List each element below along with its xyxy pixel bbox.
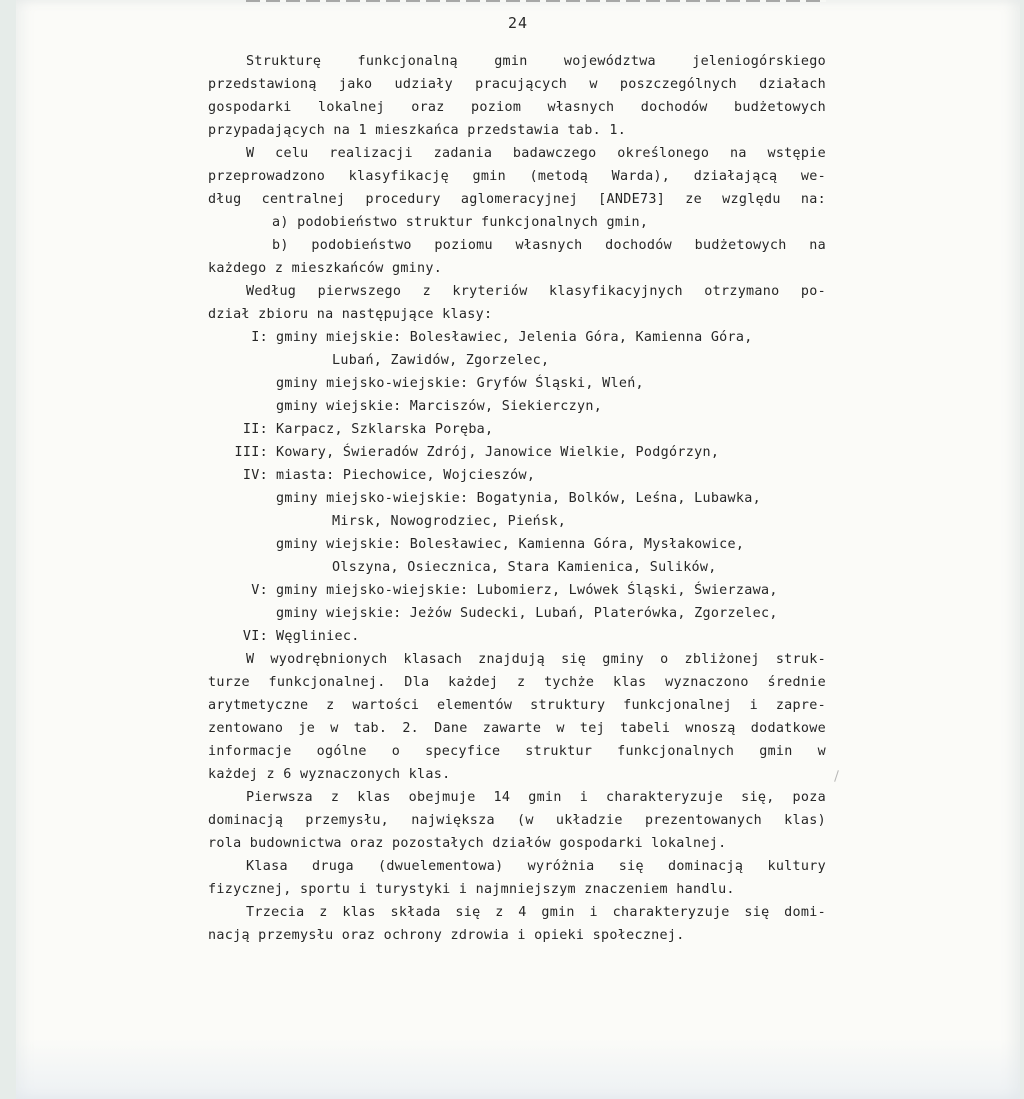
- text-line: dział zbioru na następujące klasy:: [208, 307, 493, 322]
- text-line: Trzecia z klas składa się z 4 gmin i charakteryzuje się domi-: [246, 905, 826, 920]
- text-line: zentowano je w tab. 2. Dane zawarte w tej tabeli wnoszą dodatkowe: [208, 721, 826, 736]
- class-label: III:: [234, 445, 268, 460]
- page-number: 24: [507, 14, 529, 32]
- text-line: W wyodrębnionych klasach znajdują się gminy o zbliżonej struk-: [246, 652, 826, 667]
- class-text: Węgliniec.: [276, 629, 360, 644]
- class-label: V:: [251, 583, 268, 598]
- class-text: Lubań, Zawidów, Zgorzelec,: [332, 353, 550, 368]
- class-label: [208, 349, 276, 372]
- class-text: gminy wiejskie: Marciszów, Siekierczyn,: [276, 399, 603, 414]
- text-line: przeprowadzono klasyfikację gmin (metodą Warda), działającą we-: [208, 169, 826, 184]
- class-entry: [208, 418, 826, 441]
- class-text: Karpacz, Szklarska Poręba,: [276, 422, 494, 437]
- text-line: rola budownictwa oraz pozostałych działów gospodarki lokalnej.: [208, 836, 727, 851]
- text-line: każdej z 6 wyznaczonych klas.: [208, 767, 451, 782]
- class-entry: [208, 556, 826, 579]
- text-line: przedstawioną jako udziały pracujących w poszczególnych działach: [208, 77, 826, 92]
- scan-artifact: [246, 0, 826, 2]
- text-line: dług centralnej procedury aglomeracyjnej [ANDE73] ze względu na:: [208, 192, 826, 207]
- class-entry: [208, 395, 826, 418]
- class-text: gminy wiejskie: Bolesławiec, Kamienna Góra, Mysłakowice,: [276, 537, 745, 552]
- class-text: miasta: Piechowice, Wojcieszów,: [276, 468, 536, 483]
- class-label: I:: [251, 330, 268, 345]
- document-body: [208, 50, 826, 947]
- text-line: W celu realizacji zadania badawczego określonego na wstępie: [246, 146, 826, 161]
- text-line: każdego z mieszkańców gminy.: [208, 261, 443, 276]
- class-list: [208, 326, 826, 648]
- text-line: Pierwsza z klas obejmuje 14 gmin i charakteryzuje się, poza: [246, 790, 826, 805]
- class-entry: [208, 579, 826, 602]
- class-label: [208, 602, 276, 625]
- class-label: [208, 533, 276, 556]
- class-entry: [208, 326, 826, 349]
- scan-mark: [834, 770, 839, 782]
- class-label: [208, 395, 276, 418]
- class-text: Kowary, Świeradów Zdrój, Janowice Wielkie, Podgórzyn,: [276, 445, 720, 460]
- class-text: gminy wiejskie: Jeżów Sudecki, Lubań, Platerówka, Zgorzelec,: [276, 606, 778, 621]
- paragraphs-intro: [208, 50, 826, 326]
- class-label: II:: [242, 422, 268, 437]
- class-text: gminy miejsko-wiejskie: Gryfów Śląski, Wleń,: [276, 376, 644, 391]
- text-line: gospodarki lokalnej oraz poziom własnych dochodów budżetowych: [208, 100, 826, 115]
- class-entry: [208, 602, 826, 625]
- class-entry: [208, 510, 826, 533]
- text-line: nacją przemysłu oraz ochrony zdrowia i opieki społecznej.: [208, 928, 685, 943]
- paragraphs-discussion: [208, 648, 826, 947]
- text-line: Klasa druga (dwuelementowa) wyróżnia się dominacją kultury: [246, 859, 826, 874]
- text-line: informacje ogólne o specyfice struktur funkcjonalnych gmin w: [208, 744, 826, 759]
- class-entry: [208, 441, 826, 464]
- class-label: [208, 487, 276, 510]
- class-entry: [208, 349, 826, 372]
- class-label: [208, 372, 276, 395]
- class-text: gminy miejsko-wiejskie: Lubomierz, Lwówek Śląski, Świerzawa,: [276, 583, 778, 598]
- class-entry: [208, 372, 826, 395]
- class-text: Mirsk, Nowogrodziec, Pieńsk,: [332, 514, 567, 529]
- text-line: fizycznej, sportu i turystyki i najmniejszym znaczeniem handlu.: [208, 882, 735, 897]
- class-entry: [208, 464, 826, 487]
- class-entry: [208, 533, 826, 556]
- text-line: Według pierwszego z kryteriów klasyfikacyjnych otrzymano po-: [246, 284, 826, 299]
- class-text: gminy miejskie: Bolesławiec, Jelenia Góra, Kamienna Góra,: [276, 330, 753, 345]
- text-line: turze funkcjonalnej. Dla każdej z tychże klas wyznaczono średnie: [208, 675, 826, 690]
- class-entry: [208, 487, 826, 510]
- text-line: Strukturę funkcjonalną gmin województwa jeleniogórskiego: [246, 54, 826, 69]
- text-line: arytmetyczne z wartości elementów struktury funkcjonalnej i zapre-: [208, 698, 826, 713]
- class-label: [208, 510, 276, 533]
- class-entry: [208, 625, 826, 648]
- class-text: Olszyna, Osiecznica, Stara Kamienica, Sulików,: [332, 560, 717, 575]
- text-line: a) podobieństwo struktur funkcjonalnych gmin,: [272, 215, 649, 230]
- text-line: przypadających na 1 mieszkańca przedstawia tab. 1.: [208, 123, 627, 138]
- class-label: [208, 556, 276, 579]
- text-line: dominacją przemysłu, największa (w układzie prezentowanych klas): [208, 813, 826, 828]
- class-text: gminy miejsko-wiejskie: Bogatynia, Bolków, Leśna, Lubawka,: [276, 491, 761, 506]
- document-page: [16, 0, 1020, 1099]
- class-label: VI:: [242, 629, 268, 644]
- text-line: b) podobieństwo poziomu własnych dochodów budżetowych na: [272, 238, 826, 253]
- class-label: IV:: [242, 468, 268, 483]
